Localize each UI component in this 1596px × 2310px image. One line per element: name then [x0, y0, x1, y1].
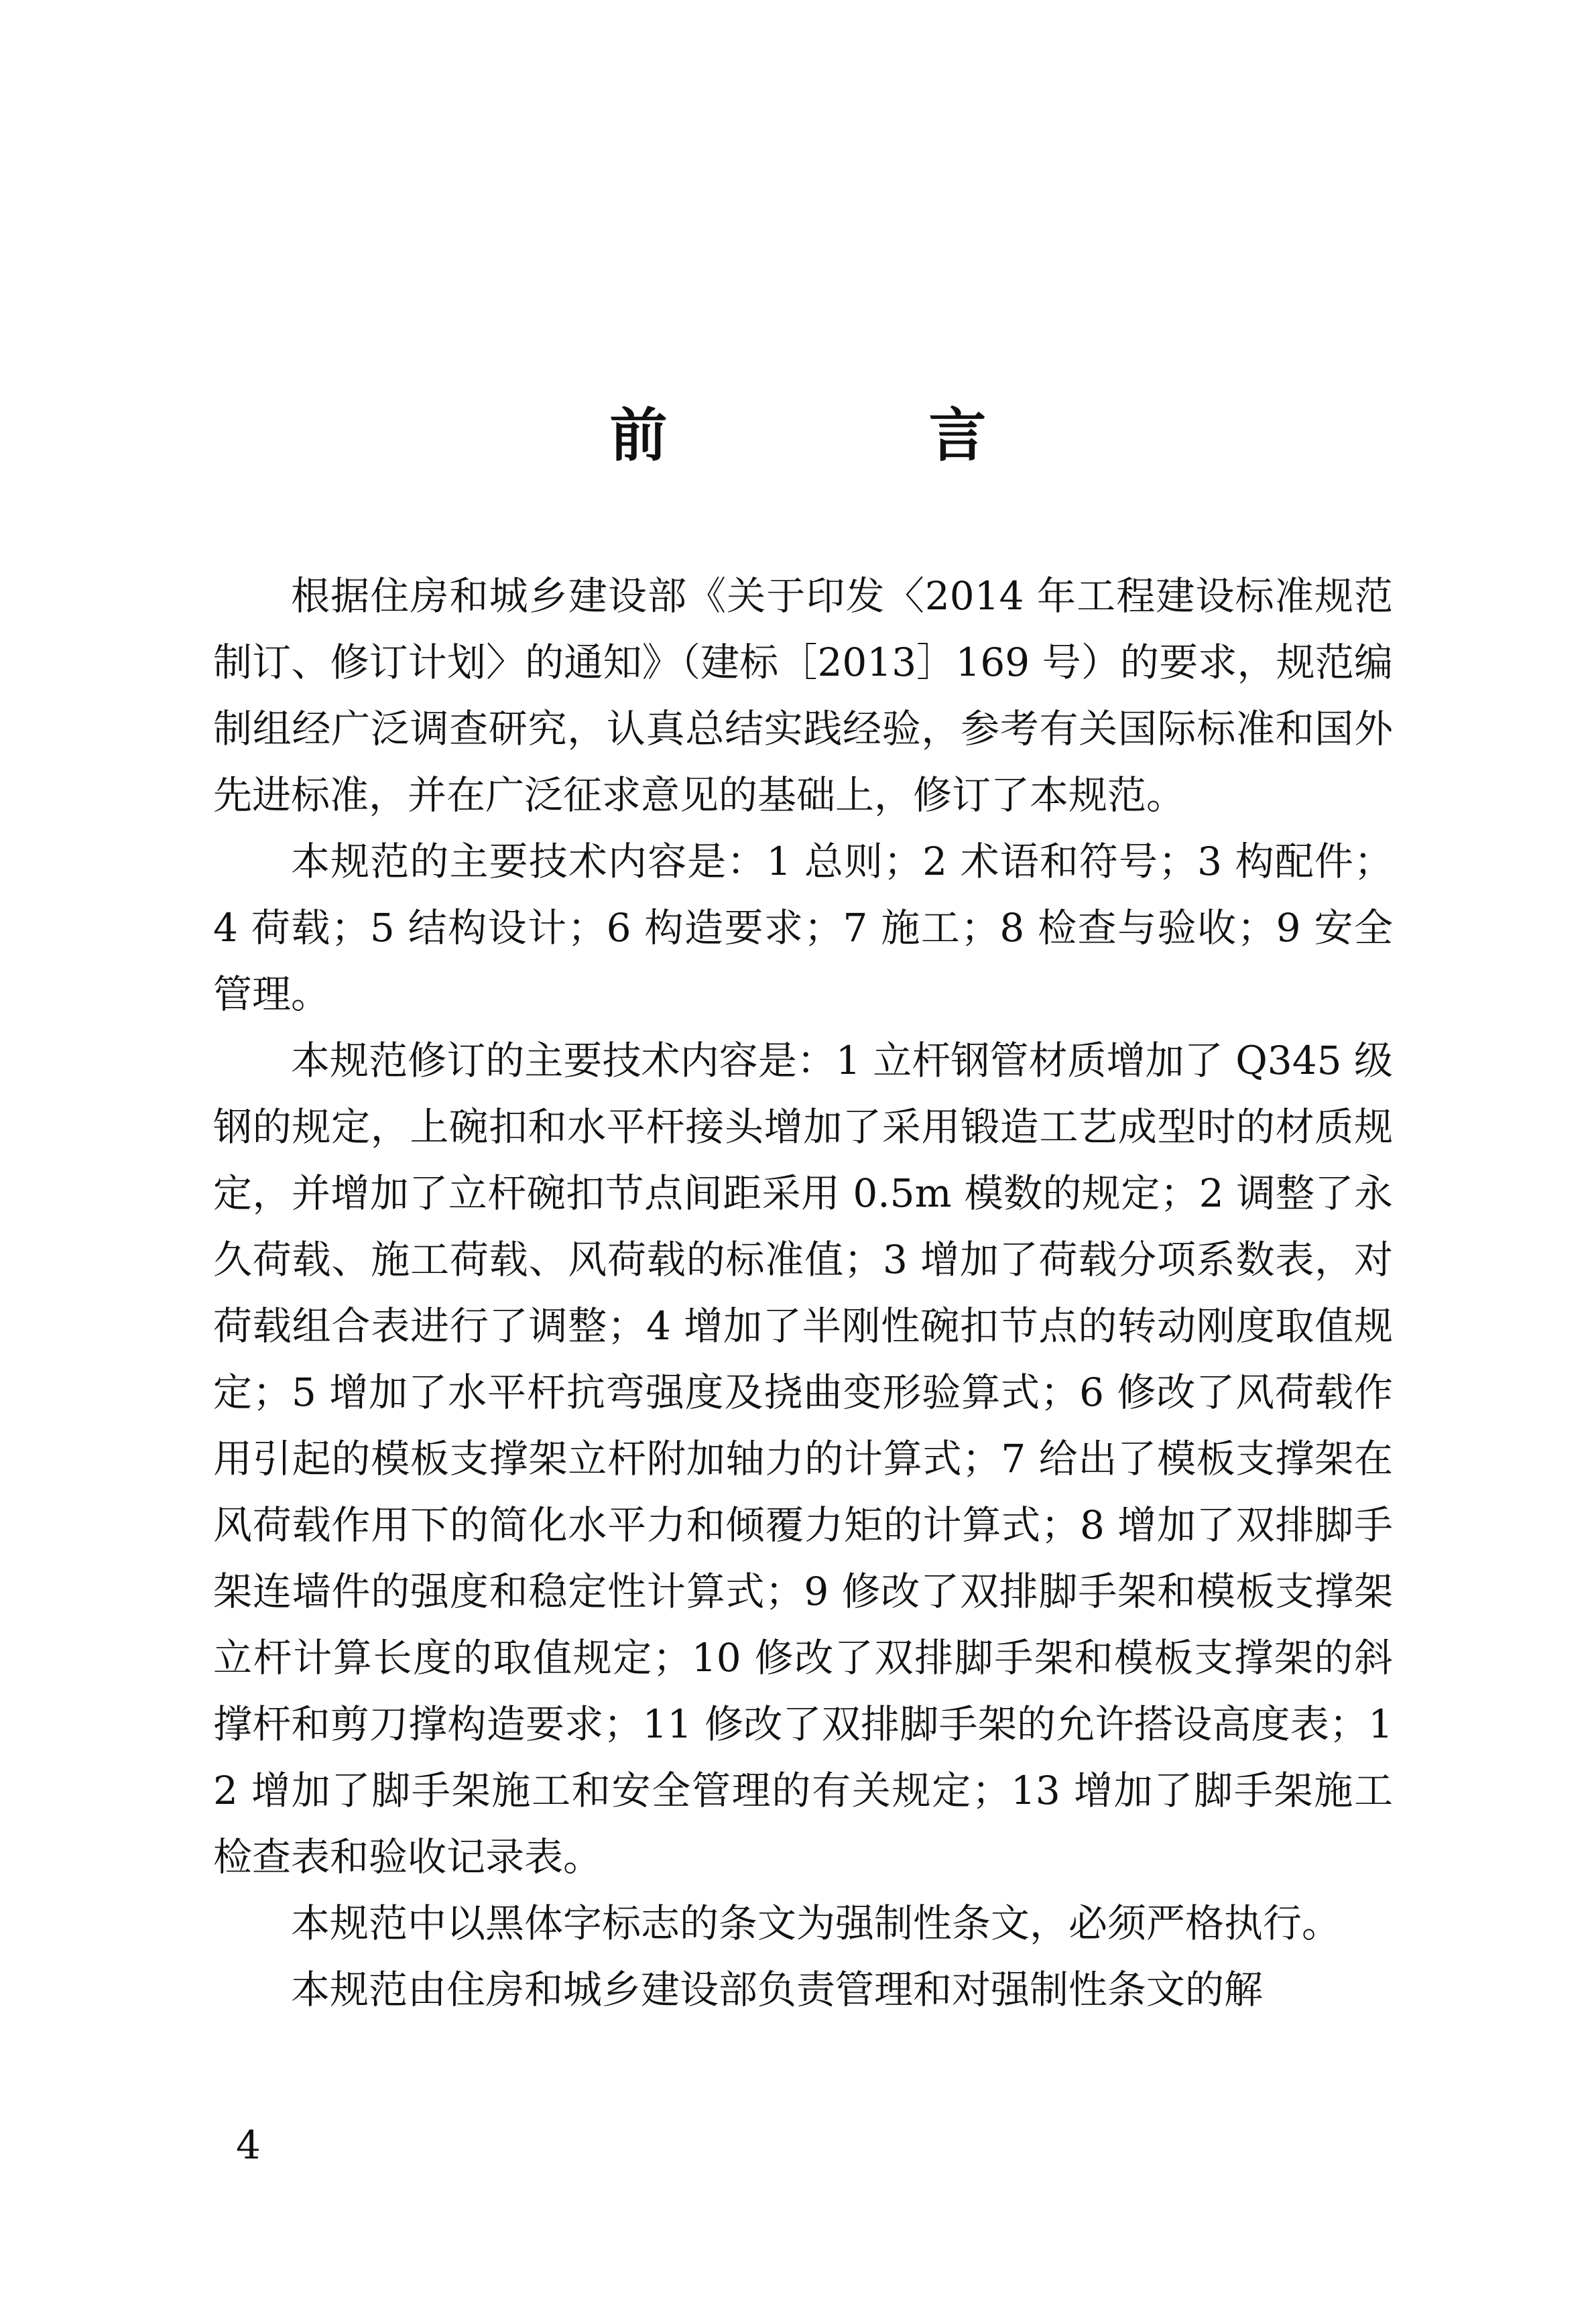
paragraph-main-content: 本规范的主要技术内容是：1 总则；2 术语和符号；3 构配件；4 荷载；5 结构设计；6 构造要求；7 施工；8 检查与验收；9 安全管理。 — [213, 839, 1393, 1017]
paragraph-mandatory-clauses: 本规范中以黑体字标志的条文为强制性条文，必须严格执行。 — [291, 1900, 1341, 1946]
body-text — [213, 563, 1393, 2023]
paragraph-management: 本规范由住房和城乡建设部负责管理和对强制性条文的解 — [291, 1967, 1264, 2012]
page-number: 4 — [236, 2122, 261, 2168]
paragraph-basis: 根据住房和城乡建设部《关于印发〈2014 年工程建设标准规范制订、修订计划〉的通知》（建标［2013］169 号）的要求，规范编制组经广泛调查研究，认真总结实践经验，参考有关国际标准和国外先进标准，并在广泛征求意见的基础上，修订了本规范。 — [213, 573, 1393, 818]
paragraph-revision-content: 本规范修订的主要技术内容是：1 立杆钢管材质增加了 Q345 级钢的规定，上碗扣和水平杆接头增加了采用锻造工艺成型时的材质规定，并增加了立杆碗扣节点间距采用 0.5m 模数的规定；2 调整了永久荷载、施工荷载、风荷载的标准值；3 增加了荷载分项系数表，对荷载组合表进行了调整；4 增加了半刚性碗扣节点的转动刚度取值规定；5 增加了水平杆抗弯强度及挠曲变形验算式；6 修改了风荷载作用引起的模板支撑架立杆附加轴力的计算式；7 给出了模板支撑架在风荷载作用下的简化水平力和倾覆力矩的计算式；8 增加了双排脚手架连墙件的强度和稳定性计算式；9 修改了双排脚手架和模板支撑架立杆计算长度的取值规定；10 修改了双排脚手架和模板支撑架的斜撑杆和剪刀撑构造要求；11 修改了双排脚手架的允许搭设高度表；12 增加了脚手架施工和安全管理的有关规定；13 增加了脚手架施工检查表和验收记录表。 — [213, 1038, 1393, 1880]
page-title: 前 言 — [609, 402, 1107, 469]
